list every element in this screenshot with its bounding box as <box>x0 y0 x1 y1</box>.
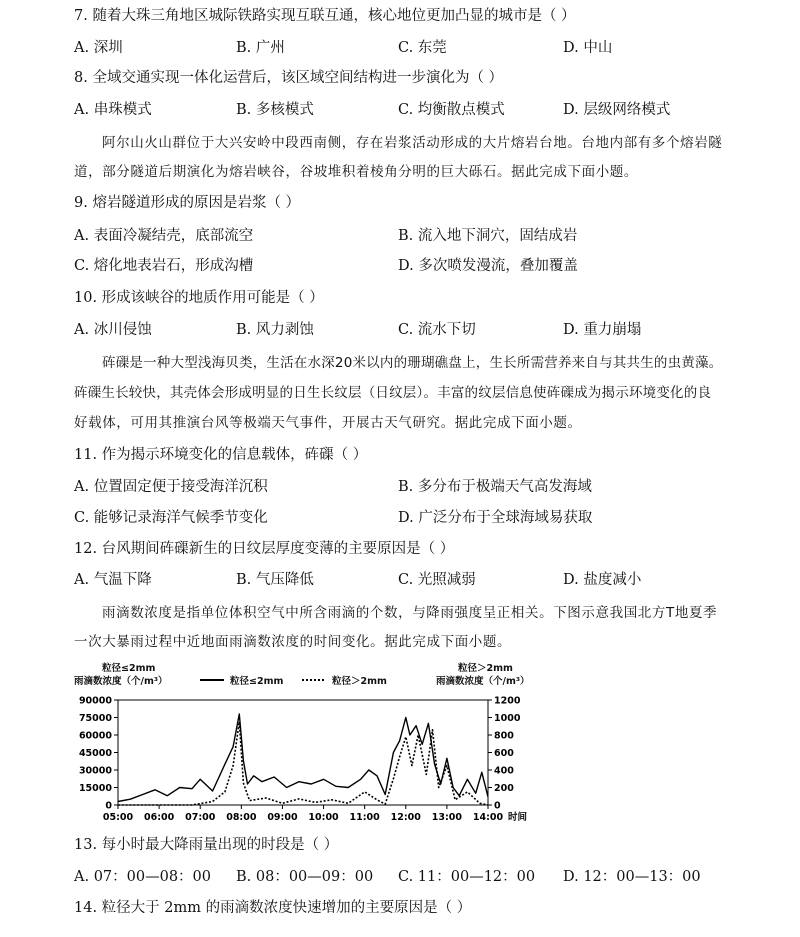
question-8 <box>74 68 503 88</box>
x-tick-label: 07:00 <box>185 812 216 823</box>
y-right-tick-label: 400 <box>494 765 514 777</box>
y-right-tick-label: 1000 <box>494 713 521 724</box>
y-right-tick-label: 1200 <box>494 695 521 707</box>
question-14 <box>74 898 471 918</box>
option-c[interactable]: C. 流水下切 <box>398 322 476 338</box>
x-tick-label: 13:00 <box>431 812 463 823</box>
question-number: 7. <box>74 8 88 24</box>
question-number: 13. <box>74 837 98 853</box>
option-a[interactable]: A. 气温下降 <box>74 572 152 588</box>
option-b[interactable]: B. 多核模式 <box>236 102 314 118</box>
question-text: 形成该峡谷的地质作用可能是（ ） <box>101 290 324 306</box>
passage-1-line-2: 道，部分隧道后期演化为熔岩峡谷，谷坡堆积着棱角分明的巨大砾石。据此完成下面小题。 <box>74 164 638 180</box>
left-axis-title-1: 粒径≤2mm <box>102 663 156 674</box>
option-d[interactable]: D. 重力崩塌 <box>563 322 642 338</box>
right-axis-title-1: 粒径＞2mm <box>458 663 513 674</box>
passage-3-line-1: 雨滴数浓度是指单位体积空气中所含雨滴的个数，与降雨强度呈正相关。下图示意我国北方T地夏季 <box>102 605 718 621</box>
option-d[interactable]: D. 广泛分布于全球海域易获取 <box>398 510 593 526</box>
y-right-tick-label: 800 <box>494 730 514 742</box>
series-line-1 <box>118 714 488 802</box>
question-text: 熔岩隧道形成的原因是岩浆（ ） <box>92 195 301 211</box>
question-number: 14. <box>74 900 98 916</box>
legend-series-2: 粒径＞2mm <box>332 676 387 687</box>
passage-2-line-3: 好载体，可用其推演台风等极端天气事件，开展古天气研究。据此完成下面小题。 <box>74 415 582 431</box>
option-b[interactable]: B. 广州 <box>236 40 285 56</box>
x-tick-label: 05:00 <box>102 812 134 823</box>
option-a[interactable]: A. 表面冷凝结壳，底部流空 <box>74 228 254 244</box>
option-a[interactable]: A. 串珠模式 <box>74 102 152 118</box>
y-right-tick-label: 200 <box>494 783 514 794</box>
option-b[interactable]: B. 气压降低 <box>236 572 314 588</box>
question-11 <box>74 445 367 465</box>
question-9 <box>74 193 300 213</box>
question-text: 粒径大于 2mm 的雨滴数浓度快速增加的主要原因是（ ） <box>101 900 472 916</box>
right-axis-title-2: 雨滴数浓度（个/m³） <box>436 676 530 687</box>
question-number: 12. <box>74 541 98 557</box>
option-d[interactable]: D. 中山 <box>563 40 613 56</box>
left-axis-title-2: 雨滴数浓度（个/m³） <box>74 676 168 687</box>
option-a[interactable]: A. 07：00—08：00 <box>74 869 211 885</box>
passage-2-line-2: 砗磲生长较快，其壳体会形成明显的日生长纹层（日纹层）。丰富的纹层信息使砗磲成为揭示环境变化的良 <box>74 385 712 401</box>
y-left-tick-label: 30000 <box>78 765 112 777</box>
x-tick-label: 09:00 <box>267 812 298 823</box>
option-b[interactable]: B. 多分布于极端天气高发海域 <box>398 479 592 495</box>
option-b[interactable]: B. 风力剥蚀 <box>236 322 314 338</box>
x-tick-label: 06:00 <box>143 812 175 823</box>
question-13 <box>74 835 338 855</box>
option-d[interactable]: D. 多次喷发漫流，叠加覆盖 <box>398 258 578 274</box>
y-left-tick-label: 15000 <box>78 783 112 794</box>
x-axis-label: 时间 <box>508 812 528 823</box>
y-right-tick-label: 600 <box>494 748 514 759</box>
question-number: 11. <box>74 447 98 463</box>
passage-2-line-1: 砗磲是一种大型浅海贝类，生活在水深20米以内的珊瑚礁盘上，生长所需营养来自与其共生的虫黄藻。 <box>102 355 723 371</box>
chart-plot <box>72 660 532 830</box>
x-tick-label: 12:00 <box>390 812 421 823</box>
y-right-tick-label: 0 <box>494 800 501 812</box>
option-a[interactable]: A. 冰川侵蚀 <box>74 322 152 338</box>
question-number: 9. <box>74 195 88 211</box>
y-left-tick-label: 0 <box>105 800 112 812</box>
question-12 <box>74 539 454 559</box>
option-c[interactable]: C. 东莞 <box>398 40 447 56</box>
option-c[interactable]: C. 光照减弱 <box>398 572 476 588</box>
option-d[interactable]: D. 12：00—13：00 <box>563 869 701 885</box>
y-left-tick-label: 60000 <box>78 730 112 742</box>
question-7 <box>74 6 576 26</box>
option-d[interactable]: D. 层级网络模式 <box>563 102 671 118</box>
raindrop-concentration-chart <box>72 660 532 830</box>
question-text: 每小时最大降雨量出现的时段是（ ） <box>101 837 339 853</box>
y-left-tick-label: 90000 <box>78 695 112 707</box>
question-text: 作为揭示环境变化的信息载体，砗磲（ ） <box>101 447 368 463</box>
option-c[interactable]: C. 11：00—12：00 <box>398 869 536 885</box>
option-a[interactable]: A. 位置固定便于接受海洋沉积 <box>74 479 268 495</box>
x-tick-label: 14:00 <box>472 812 504 823</box>
y-left-tick-label: 75000 <box>78 713 112 724</box>
passage-1-line-1: 阿尔山火山群位于大兴安岭中段西南侧，存在岩浆活动形成的大片熔岩台地。台地内部有多个熔岩隧 <box>102 135 723 151</box>
series-line-2 <box>118 722 488 805</box>
question-text: 随着大珠三角地区城际铁路实现互联互通，核心地位更加凸显的城市是（ ） <box>92 8 576 24</box>
question-number: 8. <box>74 70 88 86</box>
question-number: 10. <box>74 290 98 306</box>
question-10 <box>74 288 324 308</box>
option-c[interactable]: C. 能够记录海洋气候季节变化 <box>74 510 268 526</box>
question-text: 全域交通实现一体化运营后，该区域空间结构进一步演化为（ ） <box>92 70 504 86</box>
legend-series-1: 粒径≤2mm <box>230 676 284 687</box>
option-c[interactable]: C. 熔化地表岩石，形成沟槽 <box>74 258 254 274</box>
option-a[interactable]: A. 深圳 <box>74 40 123 56</box>
option-b[interactable]: B. 08：00—09：00 <box>236 869 374 885</box>
x-tick-label: 11:00 <box>349 812 380 823</box>
question-text: 台风期间砗磲新生的日纹层厚度变薄的主要原因是（ ） <box>101 541 455 557</box>
x-tick-label: 08:00 <box>226 812 257 823</box>
option-d[interactable]: D. 盐度减小 <box>563 572 642 588</box>
option-c[interactable]: C. 均衡散点模式 <box>398 102 505 118</box>
y-left-tick-label: 45000 <box>78 748 112 759</box>
option-b[interactable]: B. 流入地下洞穴，固结成岩 <box>398 228 578 244</box>
x-tick-label: 10:00 <box>308 812 339 823</box>
passage-3-line-2: 一次大暴雨过程中近地面雨滴数浓度的时间变化。据此完成下面小题。 <box>74 634 512 650</box>
